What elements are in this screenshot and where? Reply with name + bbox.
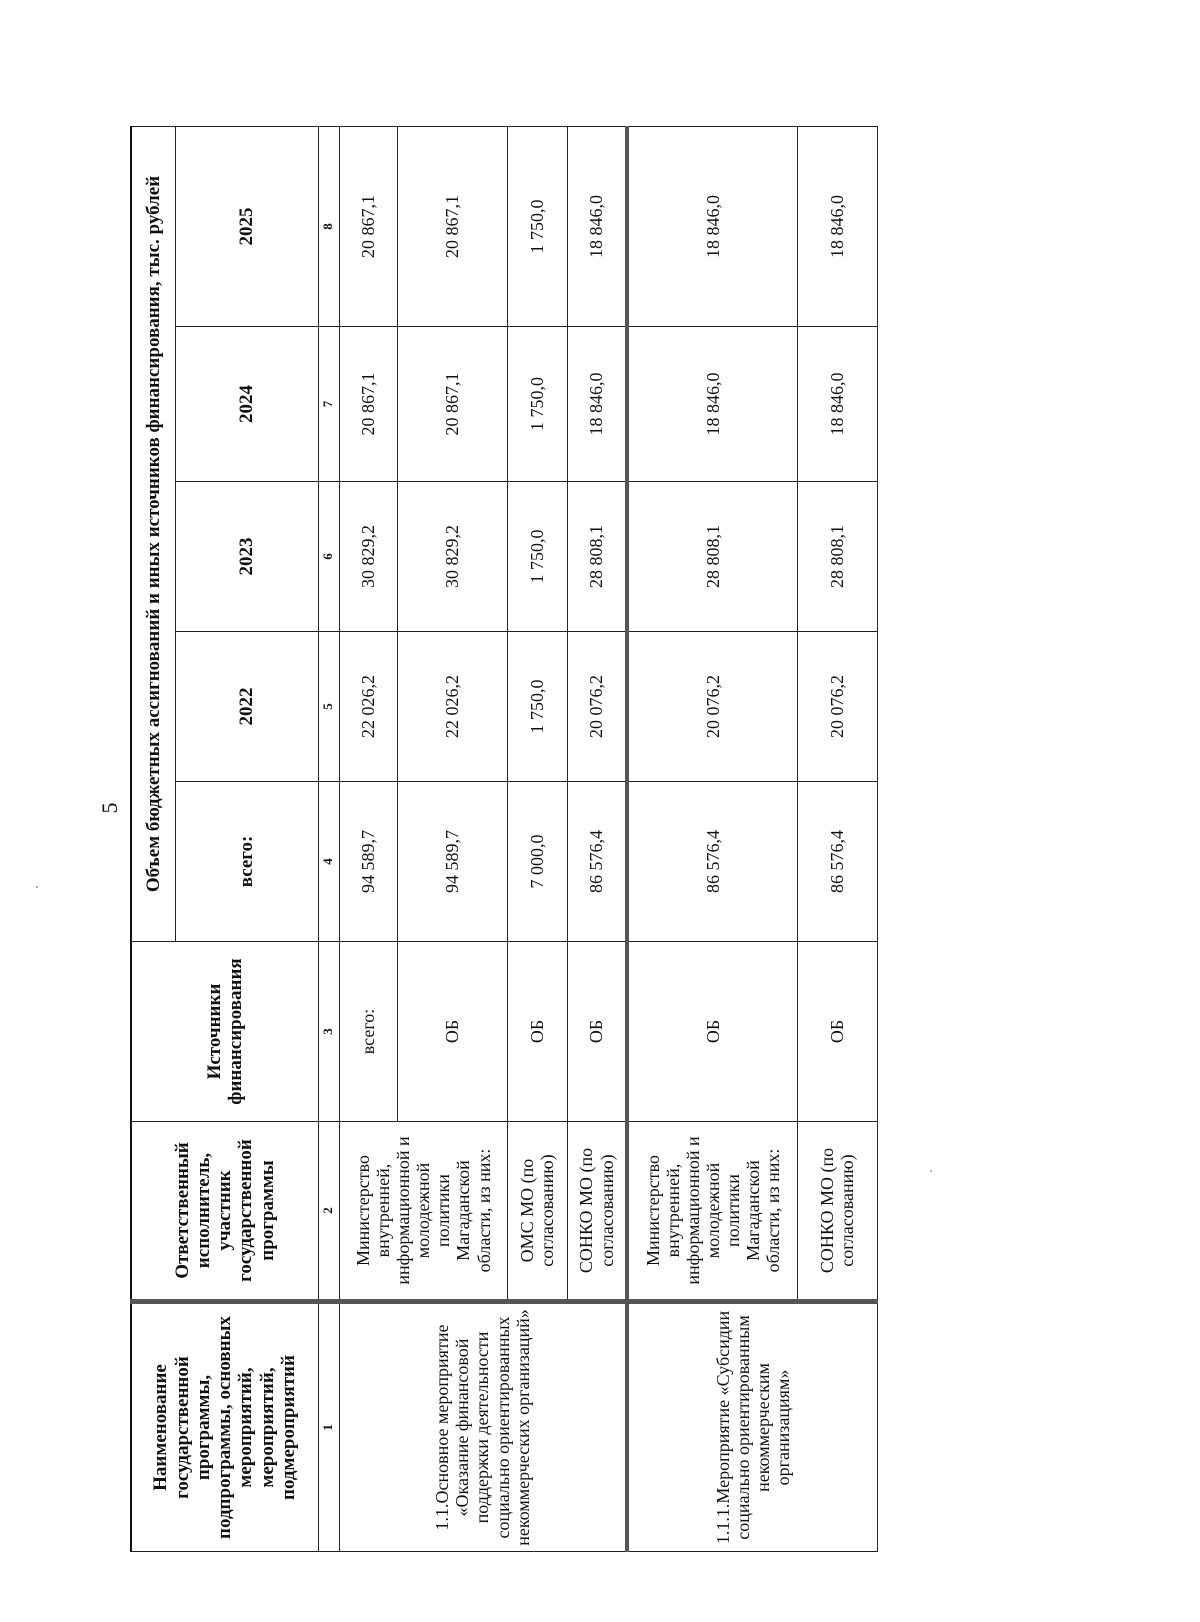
value-cell: 18 846,0 (797, 126, 877, 326)
column-number: 8 (318, 126, 339, 326)
row-source: ОБ (627, 942, 797, 1122)
row-executor: СОНКО МО (по согласованию) (567, 1122, 627, 1302)
value-cell: 18 846,0 (797, 327, 877, 482)
value-cell: 20 076,2 (567, 632, 627, 782)
value-cell: 94 589,7 (339, 782, 397, 942)
value-cell: 1 750,0 (507, 327, 567, 482)
header-executor: Ответственный исполнитель, участник государственной программы (131, 1122, 318, 1302)
value-cell: 20 867,1 (397, 327, 507, 482)
value-cell: 20 076,2 (797, 632, 877, 782)
value-cell: 22 026,2 (397, 632, 507, 782)
value-cell: 28 808,1 (567, 482, 627, 632)
value-cell: 20 867,1 (339, 327, 397, 482)
value-cell: 18 846,0 (627, 327, 797, 482)
rotated-table-container (130, 127, 878, 1552)
row-executor: СОНКО МО (по согласованию) (797, 1122, 877, 1302)
value-cell: 86 576,4 (797, 782, 877, 942)
column-number: 3 (318, 942, 339, 1122)
value-cell: 1 750,0 (507, 632, 567, 782)
row-source: ОБ (567, 942, 627, 1122)
value-cell: 1 750,0 (507, 126, 567, 326)
scan-speck (36, 886, 38, 888)
header-name: Наименование государственной программы, подпрограммы, основных мероприятий, мероприятий, подмероприятий (131, 1302, 318, 1552)
row-name: 1.1.Основное мероприятие «Оказание финансовой поддержки деятельности социально ориентированных некоммерческих организаций» (339, 1302, 627, 1552)
value-cell: 18 846,0 (567, 327, 627, 482)
value-cell: 30 829,2 (397, 482, 507, 632)
value-cell: 20 867,1 (339, 126, 397, 326)
column-number: 7 (318, 327, 339, 482)
value-cell: 86 576,4 (627, 782, 797, 942)
row-name: 1.1.1.Мероприятие «Субсидии социально ориентированным некоммерческим организациям» (627, 1302, 877, 1552)
header-2025: 2025 (175, 126, 318, 326)
header-source: Источники финансирования (131, 942, 318, 1122)
column-number: 1 (318, 1302, 339, 1552)
value-cell: 20 867,1 (397, 126, 507, 326)
header-2022: 2022 (175, 632, 318, 782)
value-cell: 86 576,4 (567, 782, 627, 942)
value-cell: 28 808,1 (797, 482, 877, 632)
page-number: 5 (97, 802, 122, 814)
row-executor: ОМС МО (по согласованию) (507, 1122, 567, 1302)
value-cell: 7 000,0 (507, 782, 567, 942)
scan-speck (930, 1170, 932, 1172)
value-cell: 94 589,7 (397, 782, 507, 942)
column-number: 2 (318, 1122, 339, 1302)
header-budget-group: Объем бюджетных ассигнований и иных источников финансирования, тыс. рублей (131, 126, 175, 941)
row-executor: Министерство внутренней, информационной и молодежной политики Магаданской области, из них: (627, 1122, 797, 1302)
header-total: всего: (175, 782, 318, 942)
value-cell: 30 829,2 (339, 482, 397, 632)
value-cell: 22 026,2 (339, 632, 397, 782)
column-number: 4 (318, 782, 339, 942)
value-cell: 18 846,0 (567, 126, 627, 326)
value-cell: 18 846,0 (627, 126, 797, 326)
row-source: ОБ (397, 942, 507, 1122)
header-2023: 2023 (175, 482, 318, 632)
value-cell: 28 808,1 (627, 482, 797, 632)
column-number: 5 (318, 632, 339, 782)
value-cell: 1 750,0 (507, 482, 567, 632)
value-cell: 20 076,2 (627, 632, 797, 782)
column-number: 6 (318, 482, 339, 632)
row-executor: Министерство внутренней, информационной и молодежной политики Магаданской области, из них: (339, 1122, 507, 1302)
row-source: ОБ (507, 942, 567, 1122)
row-source: ОБ (797, 942, 877, 1122)
financing-table (130, 126, 878, 1552)
header-2024: 2024 (175, 327, 318, 482)
row-source: всего: (339, 942, 397, 1122)
